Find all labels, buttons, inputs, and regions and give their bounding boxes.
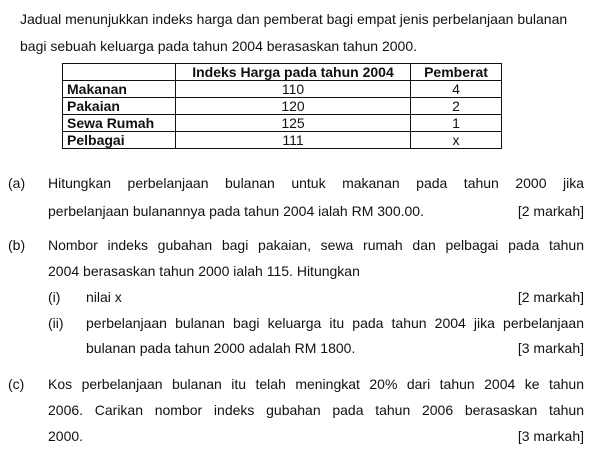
price-index-table <box>62 63 502 149</box>
table-row <box>63 132 502 149</box>
row-index: 120 <box>176 98 411 115</box>
question-b-ii-marks: [3 markah] <box>517 340 584 356</box>
question-b-line-1: Nombor indeks gubahan bagi pakaian, sewa rumah dan pelbagai pada tahun <box>48 237 584 253</box>
question-b-label: (b) <box>8 237 26 253</box>
row-weight: 1 <box>411 115 502 132</box>
table-row <box>63 115 502 132</box>
row-item: Makanan <box>63 81 176 98</box>
row-index: 111 <box>176 132 411 149</box>
question-c-line-2: 2006. Carikan nombor indeks gubahan pada tahun 2006 berasaskan tahun <box>48 402 584 418</box>
question-a-marks: [2 markah] <box>517 203 584 219</box>
row-item: Sewa Rumah <box>63 115 176 132</box>
row-item: Pakaian <box>63 98 176 115</box>
row-weight: 4 <box>411 81 502 98</box>
question-c-line-1: Kos perbelanjaan bulanan itu telah meningkat 20% dari tahun 2004 ke tahun <box>48 376 584 392</box>
header-item <box>63 64 176 81</box>
question-c-line-3: 2000. <box>48 428 84 444</box>
table-header-row <box>63 64 502 81</box>
question-b-i-marks: [2 markah] <box>517 289 584 305</box>
question-c-marks: [3 markah] <box>517 428 584 444</box>
row-item: Pelbagai <box>63 132 176 149</box>
question-a-line-1: Hitungkan perbelanjaan bulanan untuk makanan pada tahun 2000 jika <box>48 175 584 191</box>
question-c-label: (c) <box>8 376 25 392</box>
question-b-line-2: 2004 berasaskan tahun 2000 ialah 115. Hitungkan <box>48 263 360 279</box>
question-a-line-2: perbelanjaan bulanannya pada tahun 2004 ialah RM 300.00. <box>48 203 424 219</box>
row-weight: 2 <box>411 98 502 115</box>
question-b-i-text: nilai x <box>86 289 122 305</box>
question-a-label: (a) <box>8 175 26 191</box>
row-weight: x <box>411 132 502 149</box>
row-index: 110 <box>176 81 411 98</box>
header-weight: Pemberat <box>411 64 502 81</box>
intro-paragraph: Jadual menunjukkan indeks harga dan pemberat bagi empat jenis perbelanjaan bulanan bagi sebuah keluarga pada tahun 2004 berasaskan tahun 2000. <box>20 11 568 54</box>
question-b-i-label: (i) <box>48 289 61 305</box>
header-price-index: Indeks Harga pada tahun 2004 <box>176 64 411 81</box>
table-row <box>63 81 502 98</box>
table-row <box>63 98 502 115</box>
row-index: 125 <box>176 115 411 132</box>
question-b-ii-line-2: bulanan pada tahun 2000 adalah RM 1800. <box>86 340 356 356</box>
question-b-ii-label: (ii) <box>48 315 64 331</box>
question-b-ii-line-1: perbelanjaan bulanan bagi keluarga itu pada tahun 2004 jika perbelanjaan <box>86 315 584 331</box>
